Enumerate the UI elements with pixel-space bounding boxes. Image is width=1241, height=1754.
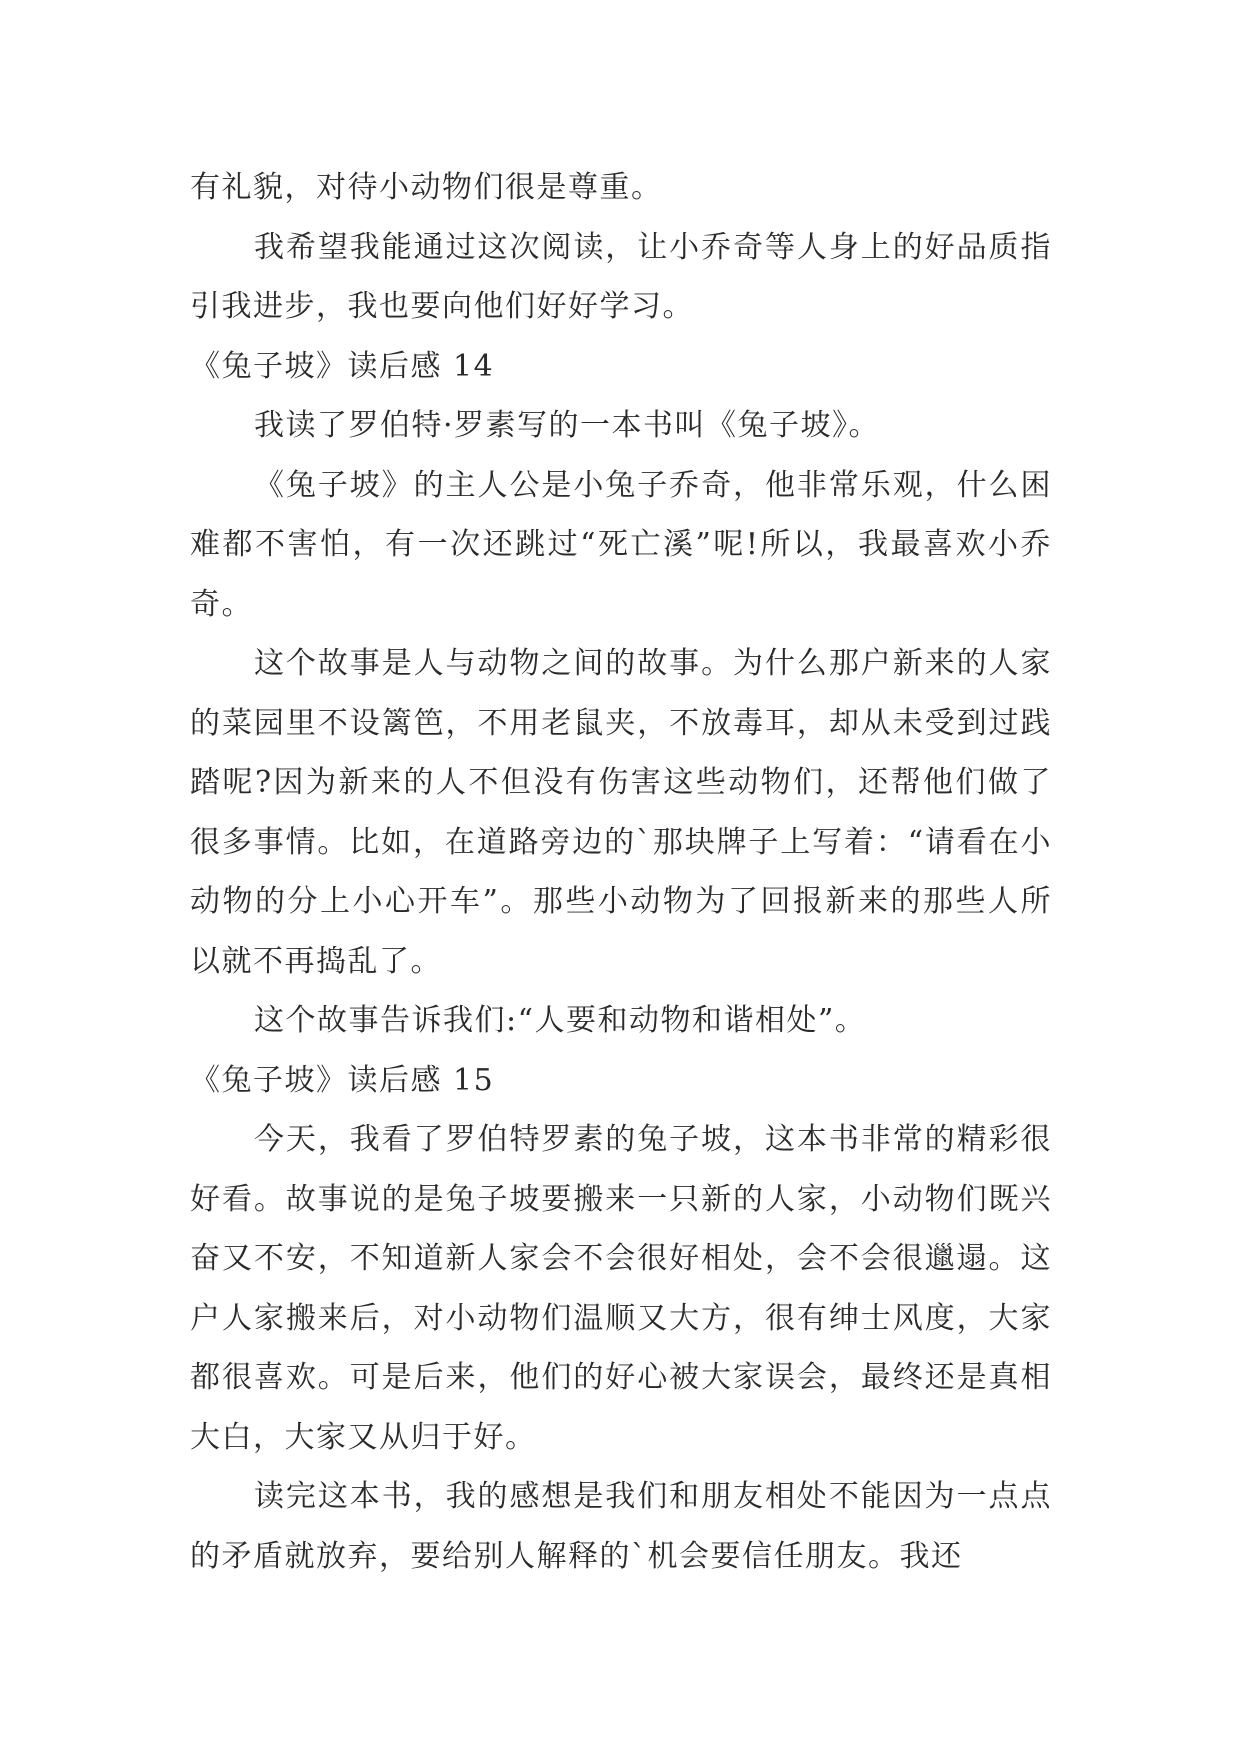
paragraph-6: 这个故事告诉我们:“人要和动物和谐相处”。	[254, 1003, 867, 1038]
paragraph-2: 我希望我能通过这次阅读，让小乔奇等人身上的好品质指引我进步，我也要向他们好好学习。	[190, 229, 1052, 324]
section-heading-14: 《兔子坡》读后感 14	[190, 348, 495, 384]
paragraph-4: 《兔子坡》的主人公是小兔子乔奇，他非常乐观，什么困难都不害怕，有一次还跳过“死亡溪”呢!所以，我最喜欢小乔奇。	[190, 467, 1052, 622]
section-heading-15: 《兔子坡》读后感 15	[190, 1062, 495, 1098]
document-body	[190, 158, 1052, 1586]
paragraph-1: 有礼貌，对待小动物们很是尊重。	[190, 170, 663, 205]
paragraph-5: 这个故事是人与动物之间的故事。为什么那户新来的人家的菜园里不设篱笆，不用老鼠夹，不放毒耳，却从未受到过践踏呢?因为新来的人不但没有伤害这些动物们，还帮他们做了很多事情。比如，在道路旁边的`那块牌子上写着：“请看在小动物的分上小心开车”。那些小动物为了回报新来的那些人所以就不再捣乱了。	[190, 646, 1052, 979]
paragraph-7: 今天，我看了罗伯特罗素的兔子坡，这本书非常的精彩很好看。故事说的是兔子坡要搬来一只新的人家，小动物们既兴奋又不安，不知道新人家会不会很好相处，会不会很邋遢。这户人家搬来后，对小动物们温顺又大方，很有绅士风度，大家都很喜欢。可是后来，他们的好心被大家误会，最终还是真相大白，大家又从归于好。	[190, 1122, 1052, 1455]
paragraph-3: 我读了罗伯特·罗素写的一本书叫《兔子坡》。	[254, 408, 881, 443]
paragraph-8: 读完这本书，我的感想是我们和朋友相处不能因为一点点的矛盾就放弃，要给别人解释的`机会要信任朋友。我还	[190, 1479, 1052, 1574]
